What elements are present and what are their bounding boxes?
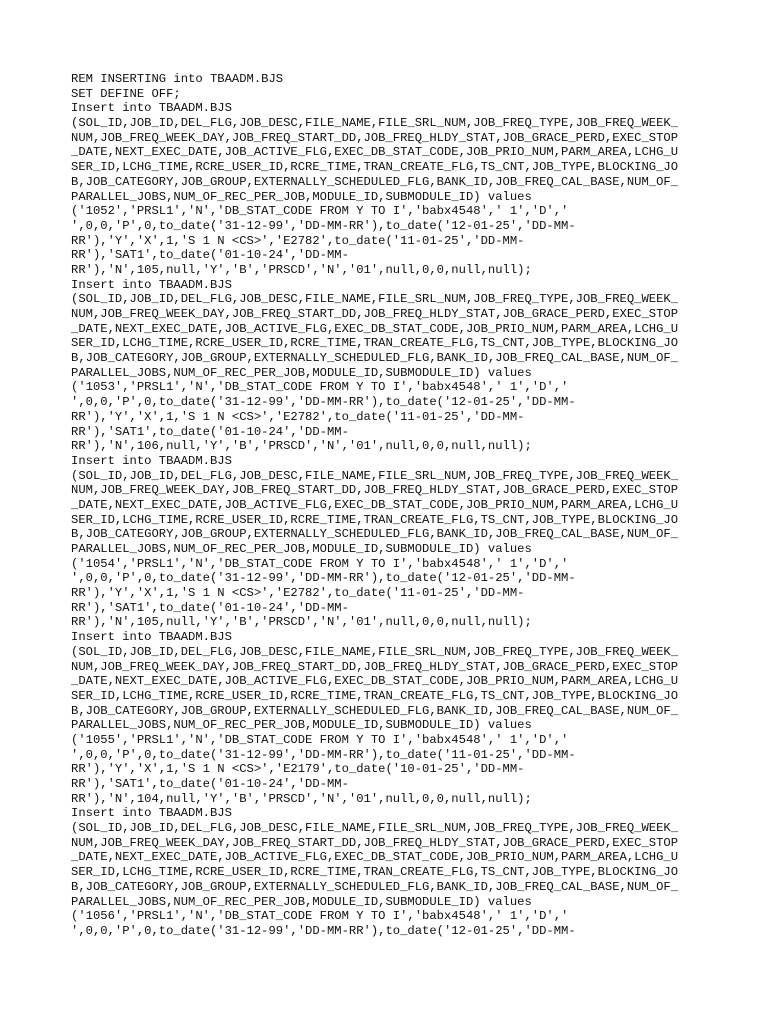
text-line: RR'),'SAT1',to_date('01-10-24','DD-MM- xyxy=(71,248,349,263)
text-line: NUM,JOB_FREQ_WEEK_DAY,JOB_FREQ_START_DD,JOB_FREQ_HLDY_STAT,JOB_GRACE_PERD,EXEC_STOP xyxy=(71,835,679,850)
text-line: B,JOB_CATEGORY,JOB_GROUP,EXTERNALLY_SCHEDULED_FLG,BANK_ID,JOB_FREQ_CAL_BASE,NUM_OF_ xyxy=(71,703,679,718)
text-line: RR'),'SAT1',to_date('01-10-24','DD-MM- xyxy=(71,424,349,439)
text-line: RR'),'Y','X',1,'S 1 N <CS>','E2782',to_date('11-01-25','DD-MM- xyxy=(71,409,525,424)
text-line: Insert into TBAADM.BJS xyxy=(71,277,232,292)
sql-document-body xyxy=(71,72,711,939)
text-line: Insert into TBAADM.BJS xyxy=(71,806,232,821)
text-line: _DATE,NEXT_EXEC_DATE,JOB_ACTIVE_FLG,EXEC_DB_STAT_CODE,JOB_PRIO_NUM,PARM_AREA,LCHG_U xyxy=(71,674,679,689)
text-line: NUM,JOB_FREQ_WEEK_DAY,JOB_FREQ_START_DD,JOB_FREQ_HLDY_STAT,JOB_GRACE_PERD,EXEC_STOP xyxy=(71,483,679,498)
text-line: RR'),'N',106,null,'Y','B','PRSCD','N','01',null,0,0,null,null); xyxy=(71,439,532,454)
text-line: _DATE,NEXT_EXEC_DATE,JOB_ACTIVE_FLG,EXEC_DB_STAT_CODE,JOB_PRIO_NUM,PARM_AREA,LCHG_U xyxy=(71,850,679,865)
text-line: REM INSERTING into TBAADM.BJS xyxy=(71,72,284,86)
text-line: ('1053','PRSL1','N','DB_STAT_CODE FROM Y TO I','babx4548',' 1','D',' xyxy=(71,380,569,395)
text-line: _DATE,NEXT_EXEC_DATE,JOB_ACTIVE_FLG,EXEC_DB_STAT_CODE,JOB_PRIO_NUM,PARM_AREA,LCHG_U xyxy=(71,145,679,160)
text-line: ('1055','PRSL1','N','DB_STAT_CODE FROM Y TO I','babx4548',' 1','D',' xyxy=(71,732,569,747)
text-line: ',0,0,'P',0,to_date('31-12-99','DD-MM-RR'),to_date('12-01-25','DD-MM- xyxy=(71,395,576,410)
text-line: RR'),'SAT1',to_date('01-10-24','DD-MM- xyxy=(71,777,349,791)
text-line: PARALLEL_JOBS,NUM_OF_REC_PER_JOB,MODULE_ID,SUBMODULE_ID) values xyxy=(71,894,532,909)
text-line: B,JOB_CATEGORY,JOB_GROUP,EXTERNALLY_SCHEDULED_FLG,BANK_ID,JOB_FREQ_CAL_BASE,NUM_OF_ xyxy=(71,527,679,542)
text-line: RR'),'Y','X',1,'S 1 N <CS>','E2782',to_date('11-01-25','DD-MM- xyxy=(71,233,525,248)
text-line: RR'),'Y','X',1,'S 1 N <CS>','E2782',to_date('11-01-25','DD-MM- xyxy=(71,586,525,601)
text-line: _DATE,NEXT_EXEC_DATE,JOB_ACTIVE_FLG,EXEC_DB_STAT_CODE,JOB_PRIO_NUM,PARM_AREA,LCHG_U xyxy=(71,497,679,512)
text-line: PARALLEL_JOBS,NUM_OF_REC_PER_JOB,MODULE_ID,SUBMODULE_ID) values xyxy=(71,718,532,733)
text-line: RR'),'Y','X',1,'S 1 N <CS>','E2179',to_date('10-01-25','DD-MM- xyxy=(71,762,525,777)
text-line: SER_ID,LCHG_TIME,RCRE_USER_ID,RCRE_TIME,TRAN_CREATE_FLG,TS_CNT,JOB_TYPE,BLOCKING_JO xyxy=(71,160,679,175)
text-line: ',0,0,'P',0,to_date('31-12-99','DD-MM-RR'),to_date('12-01-25','DD-MM- xyxy=(71,923,576,938)
text-line: (SOL_ID,JOB_ID,DEL_FLG,JOB_DESC,FILE_NAME,FILE_SRL_NUM,JOB_FREQ_TYPE,JOB_FREQ_WEEK_ xyxy=(71,116,679,131)
text-line: Insert into TBAADM.BJS xyxy=(71,453,232,468)
text-line: SER_ID,LCHG_TIME,RCRE_USER_ID,RCRE_TIME,TRAN_CREATE_FLG,TS_CNT,JOB_TYPE,BLOCKING_JO xyxy=(71,688,679,703)
text-line: ',0,0,'P',0,to_date('31-12-99','DD-MM-RR'),to_date('11-01-25','DD-MM- xyxy=(71,747,576,762)
text-line: (SOL_ID,JOB_ID,DEL_FLG,JOB_DESC,FILE_NAME,FILE_SRL_NUM,JOB_FREQ_TYPE,JOB_FREQ_WEEK_ xyxy=(71,644,679,659)
text-line: RR'),'N',105,null,'Y','B','PRSCD','N','01',null,0,0,null,null); xyxy=(71,262,532,277)
text-line: NUM,JOB_FREQ_WEEK_DAY,JOB_FREQ_START_DD,JOB_FREQ_HLDY_STAT,JOB_GRACE_PERD,EXEC_STOP xyxy=(71,130,679,145)
text-line: PARALLEL_JOBS,NUM_OF_REC_PER_JOB,MODULE_ID,SUBMODULE_ID) values xyxy=(71,365,532,380)
text-line: ('1054','PRSL1','N','DB_STAT_CODE FROM Y TO I','babx4548',' 1','D',' xyxy=(71,556,569,571)
text-line: (SOL_ID,JOB_ID,DEL_FLG,JOB_DESC,FILE_NAME,FILE_SRL_NUM,JOB_FREQ_TYPE,JOB_FREQ_WEEK_ xyxy=(71,468,679,483)
text-line: RR'),'SAT1',to_date('01-10-24','DD-MM- xyxy=(71,600,349,615)
text-line: SET DEFINE OFF; xyxy=(71,86,181,101)
text-line: Insert into TBAADM.BJS xyxy=(71,101,232,116)
text-line: Insert into TBAADM.BJS xyxy=(71,630,232,645)
text-line: ('1056','PRSL1','N','DB_STAT_CODE FROM Y TO I','babx4548',' 1','D',' xyxy=(71,909,569,924)
text-line: _DATE,NEXT_EXEC_DATE,JOB_ACTIVE_FLG,EXEC_DB_STAT_CODE,JOB_PRIO_NUM,PARM_AREA,LCHG_U xyxy=(71,321,679,336)
text-line: RR'),'N',105,null,'Y','B','PRSCD','N','01',null,0,0,null,null); xyxy=(71,615,532,630)
text-line: RR'),'N',104,null,'Y','B','PRSCD','N','01',null,0,0,null,null); xyxy=(71,791,532,806)
text-line: PARALLEL_JOBS,NUM_OF_REC_PER_JOB,MODULE_ID,SUBMODULE_ID) values xyxy=(71,189,532,204)
text-line: SER_ID,LCHG_TIME,RCRE_USER_ID,RCRE_TIME,TRAN_CREATE_FLG,TS_CNT,JOB_TYPE,BLOCKING_JO xyxy=(71,336,679,351)
text-line: PARALLEL_JOBS,NUM_OF_REC_PER_JOB,MODULE_ID,SUBMODULE_ID) values xyxy=(71,542,532,556)
text-line: ('1052','PRSL1','N','DB_STAT_CODE FROM Y TO I','babx4548',' 1','D',' xyxy=(71,204,569,219)
text-line: (SOL_ID,JOB_ID,DEL_FLG,JOB_DESC,FILE_NAME,FILE_SRL_NUM,JOB_FREQ_TYPE,JOB_FREQ_WEEK_ xyxy=(71,821,679,836)
text-line: B,JOB_CATEGORY,JOB_GROUP,EXTERNALLY_SCHEDULED_FLG,BANK_ID,JOB_FREQ_CAL_BASE,NUM_OF_ xyxy=(71,879,679,894)
text-line: (SOL_ID,JOB_ID,DEL_FLG,JOB_DESC,FILE_NAME,FILE_SRL_NUM,JOB_FREQ_TYPE,JOB_FREQ_WEEK_ xyxy=(71,292,679,307)
text-line: SER_ID,LCHG_TIME,RCRE_USER_ID,RCRE_TIME,TRAN_CREATE_FLG,TS_CNT,JOB_TYPE,BLOCKING_JO xyxy=(71,512,679,527)
text-line: SER_ID,LCHG_TIME,RCRE_USER_ID,RCRE_TIME,TRAN_CREATE_FLG,TS_CNT,JOB_TYPE,BLOCKING_JO xyxy=(71,865,679,880)
text-line: B,JOB_CATEGORY,JOB_GROUP,EXTERNALLY_SCHEDULED_FLG,BANK_ID,JOB_FREQ_CAL_BASE,NUM_OF_ xyxy=(71,174,679,189)
text-line: ',0,0,'P',0,to_date('31-12-99','DD-MM-RR'),to_date('12-01-25','DD-MM- xyxy=(71,218,576,233)
text-line: B,JOB_CATEGORY,JOB_GROUP,EXTERNALLY_SCHEDULED_FLG,BANK_ID,JOB_FREQ_CAL_BASE,NUM_OF_ xyxy=(71,351,679,366)
text-line: ',0,0,'P',0,to_date('31-12-99','DD-MM-RR'),to_date('12-01-25','DD-MM- xyxy=(71,571,576,586)
text-line: NUM,JOB_FREQ_WEEK_DAY,JOB_FREQ_START_DD,JOB_FREQ_HLDY_STAT,JOB_GRACE_PERD,EXEC_STOP xyxy=(71,307,679,321)
text-line: NUM,JOB_FREQ_WEEK_DAY,JOB_FREQ_START_DD,JOB_FREQ_HLDY_STAT,JOB_GRACE_PERD,EXEC_STOP xyxy=(71,659,679,674)
